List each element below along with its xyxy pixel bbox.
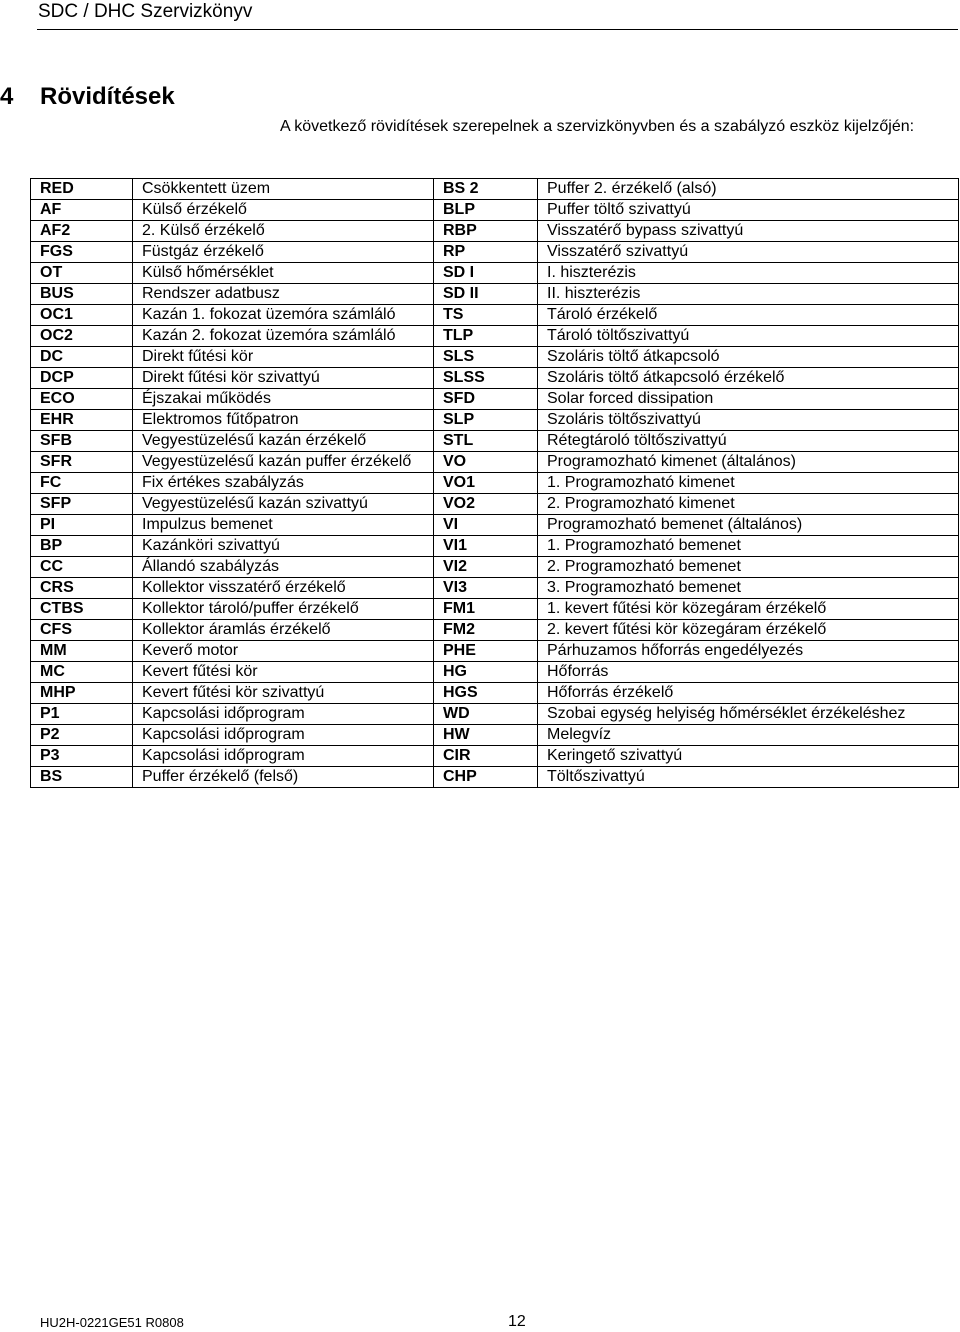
table-row	[31, 305, 959, 326]
abbr-meaning: Szoláris töltő átkapcsoló	[538, 347, 959, 368]
abbr-code: FM1	[434, 599, 538, 620]
table-row	[31, 473, 959, 494]
abbr-code: VI1	[434, 536, 538, 557]
abbr-code: SLS	[434, 347, 538, 368]
abbr-meaning: Szobai egység helyiség hőmérséklet érzékeléshez	[538, 704, 959, 725]
table-row	[31, 767, 959, 788]
abbr-code: VO1	[434, 473, 538, 494]
section-heading	[0, 83, 175, 111]
abbr-code: VO2	[434, 494, 538, 515]
abbr-code: OC2	[31, 326, 133, 347]
abbr-code: CHP	[434, 767, 538, 788]
abbr-meaning: Kevert fűtési kör	[133, 662, 434, 683]
table-row	[31, 641, 959, 662]
abbr-meaning: Kapcsolási időprogram	[133, 746, 434, 767]
abbr-meaning: Elektromos fűtőpatron	[133, 410, 434, 431]
abbr-code: MC	[31, 662, 133, 683]
abbr-code: SLSS	[434, 368, 538, 389]
table-row	[31, 704, 959, 725]
table-row	[31, 557, 959, 578]
abbr-code: TLP	[434, 326, 538, 347]
abbr-meaning: Hőforrás	[538, 662, 959, 683]
abbr-code: HG	[434, 662, 538, 683]
table-row	[31, 347, 959, 368]
abbr-code: HW	[434, 725, 538, 746]
abbr-meaning: Töltőszivattyú	[538, 767, 959, 788]
section-title: Rövidítések	[40, 83, 175, 110]
abbr-code: PI	[31, 515, 133, 536]
abbr-meaning: Tároló érzékelő	[538, 305, 959, 326]
footer-document-code: HU2H-0221GE51 R0808	[40, 1315, 184, 1330]
abbr-meaning: 2. Programozható bemenet	[538, 557, 959, 578]
abbr-meaning: Keringető szivattyú	[538, 746, 959, 767]
abbr-code: SFP	[31, 494, 133, 515]
abbr-meaning: Fix értékes szabályzás	[133, 473, 434, 494]
table-row	[31, 578, 959, 599]
abbr-code: SD I	[434, 263, 538, 284]
abbreviations-table-body	[31, 179, 959, 788]
abbr-code: VI2	[434, 557, 538, 578]
abbr-code: BUS	[31, 284, 133, 305]
abbr-meaning: Direkt fűtési kör szivattyú	[133, 368, 434, 389]
abbr-code: OC1	[31, 305, 133, 326]
abbreviations-table	[30, 178, 959, 788]
abbr-meaning: 1. Programozható bemenet	[538, 536, 959, 557]
abbr-meaning: Kollektor visszatérő érzékelő	[133, 578, 434, 599]
abbr-code: ECO	[31, 389, 133, 410]
abbr-meaning: Kazán 1. fokozat üzemóra számláló	[133, 305, 434, 326]
abbr-meaning: Impulzus bemenet	[133, 515, 434, 536]
abbr-code: CC	[31, 557, 133, 578]
abbr-meaning: Vegyestüzelésű kazán puffer érzékelő	[133, 452, 434, 473]
abbr-code: BS	[31, 767, 133, 788]
abbr-meaning: Rendszer adatbusz	[133, 284, 434, 305]
abbr-meaning: Éjszakai működés	[133, 389, 434, 410]
abbr-meaning: Tároló töltőszivattyú	[538, 326, 959, 347]
table-row	[31, 389, 959, 410]
abbr-code: BP	[31, 536, 133, 557]
abbr-meaning: II. hiszterézis	[538, 284, 959, 305]
table-row	[31, 725, 959, 746]
abbr-meaning: 1. kevert fűtési kör közegáram érzékelő	[538, 599, 959, 620]
abbr-meaning: Párhuzamos hőforrás engedélyezés	[538, 641, 959, 662]
abbr-code: MM	[31, 641, 133, 662]
abbr-code: OT	[31, 263, 133, 284]
abbr-code: WD	[434, 704, 538, 725]
table-row	[31, 410, 959, 431]
abbr-meaning: Rétegtároló töltőszivattyú	[538, 431, 959, 452]
abbr-code: BLP	[434, 200, 538, 221]
abbr-code: PHE	[434, 641, 538, 662]
abbr-code: SFR	[31, 452, 133, 473]
header-divider	[37, 29, 958, 30]
abbr-meaning: Külső érzékelő	[133, 200, 434, 221]
abbr-meaning: Melegvíz	[538, 725, 959, 746]
table-row	[31, 536, 959, 557]
abbr-meaning: Kapcsolási időprogram	[133, 725, 434, 746]
table-row	[31, 620, 959, 641]
table-row	[31, 662, 959, 683]
table-row	[31, 263, 959, 284]
abbr-meaning: Kevert fűtési kör szivattyú	[133, 683, 434, 704]
abbr-meaning: Puffer 2. érzékelő (alsó)	[538, 179, 959, 200]
table-row	[31, 221, 959, 242]
abbr-code: AF2	[31, 221, 133, 242]
abbr-code: DCP	[31, 368, 133, 389]
abbr-code: EHR	[31, 410, 133, 431]
abbr-code: FGS	[31, 242, 133, 263]
abbr-meaning: Visszatérő szivattyú	[538, 242, 959, 263]
document-header-title: SDC / DHC Szervizkönyv	[38, 1, 253, 22]
table-row	[31, 683, 959, 704]
abbr-code: DC	[31, 347, 133, 368]
abbr-code: SD II	[434, 284, 538, 305]
table-row	[31, 368, 959, 389]
abbr-code: RP	[434, 242, 538, 263]
table-row	[31, 431, 959, 452]
abbr-meaning: Füstgáz érzékelő	[133, 242, 434, 263]
abbr-code: HGS	[434, 683, 538, 704]
abbr-meaning: Állandó szabályzás	[133, 557, 434, 578]
section-number: 4	[0, 83, 14, 110]
abbr-code: MHP	[31, 683, 133, 704]
abbr-code: CIR	[434, 746, 538, 767]
table-row	[31, 242, 959, 263]
abbr-meaning: Vegyestüzelésű kazán érzékelő	[133, 431, 434, 452]
abbr-code: FM2	[434, 620, 538, 641]
abbr-meaning: Puffer érzékelő (felső)	[133, 767, 434, 788]
abbr-meaning: 2. Külső érzékelő	[133, 221, 434, 242]
table-row	[31, 452, 959, 473]
table-row	[31, 599, 959, 620]
page-number: 12	[508, 1313, 526, 1330]
table-row	[31, 746, 959, 767]
abbr-meaning: 2. Programozható kimenet	[538, 494, 959, 515]
abbr-meaning: Direkt fűtési kör	[133, 347, 434, 368]
abbr-meaning: Csökkentett üzem	[133, 179, 434, 200]
abbr-code: CFS	[31, 620, 133, 641]
abbr-meaning: 2. kevert fűtési kör közegáram érzékelő	[538, 620, 959, 641]
abbr-code: P1	[31, 704, 133, 725]
abbr-code: RED	[31, 179, 133, 200]
abbr-code: STL	[434, 431, 538, 452]
abbr-meaning: Programozható kimenet (általános)	[538, 452, 959, 473]
abbr-code: P3	[31, 746, 133, 767]
abbr-code: P2	[31, 725, 133, 746]
table-row	[31, 494, 959, 515]
abbr-meaning: Vegyestüzelésű kazán szivattyú	[133, 494, 434, 515]
table-row	[31, 200, 959, 221]
table-row	[31, 326, 959, 347]
abbr-meaning: Programozható bemenet (általános)	[538, 515, 959, 536]
abbr-meaning: 3. Programozható bemenet	[538, 578, 959, 599]
abbr-meaning: Szoláris töltőszivattyú	[538, 410, 959, 431]
abbr-code: FC	[31, 473, 133, 494]
abbr-code: SFD	[434, 389, 538, 410]
abbr-code: AF	[31, 200, 133, 221]
abbr-meaning: Kazánköri szivattyú	[133, 536, 434, 557]
abbr-code: CTBS	[31, 599, 133, 620]
abbr-code: VO	[434, 452, 538, 473]
abbr-meaning: 1. Programozható kimenet	[538, 473, 959, 494]
abbr-code: VI	[434, 515, 538, 536]
abbr-meaning: I. hiszterézis	[538, 263, 959, 284]
abbr-meaning: Kollektor áramlás érzékelő	[133, 620, 434, 641]
intro-paragraph: A következő rövidítések szerepelnek a szervizkönyvben és a szabályzó eszköz kijelzőjén:	[280, 118, 915, 135]
abbr-meaning: Solar forced dissipation	[538, 389, 959, 410]
abbr-meaning: Kollektor tároló/puffer érzékelő	[133, 599, 434, 620]
abbr-meaning: Keverő motor	[133, 641, 434, 662]
table-row	[31, 515, 959, 536]
abbr-meaning: Szoláris töltő átkapcsoló érzékelő	[538, 368, 959, 389]
abbr-code: SFB	[31, 431, 133, 452]
abbr-code: VI3	[434, 578, 538, 599]
abbr-code: RBP	[434, 221, 538, 242]
abbr-code: BS 2	[434, 179, 538, 200]
abbr-code: CRS	[31, 578, 133, 599]
abbr-meaning: Puffer töltő szivattyú	[538, 200, 959, 221]
abbr-code: SLP	[434, 410, 538, 431]
abbr-meaning: Visszatérő bypass szivattyú	[538, 221, 959, 242]
abbr-meaning: Külső hőmérséklet	[133, 263, 434, 284]
table-row	[31, 179, 959, 200]
abbr-code: TS	[434, 305, 538, 326]
abbr-meaning: Kazán 2. fokozat üzemóra számláló	[133, 326, 434, 347]
abbr-meaning: Kapcsolási időprogram	[133, 704, 434, 725]
abbr-meaning: Hőforrás érzékelő	[538, 683, 959, 704]
table-row	[31, 284, 959, 305]
